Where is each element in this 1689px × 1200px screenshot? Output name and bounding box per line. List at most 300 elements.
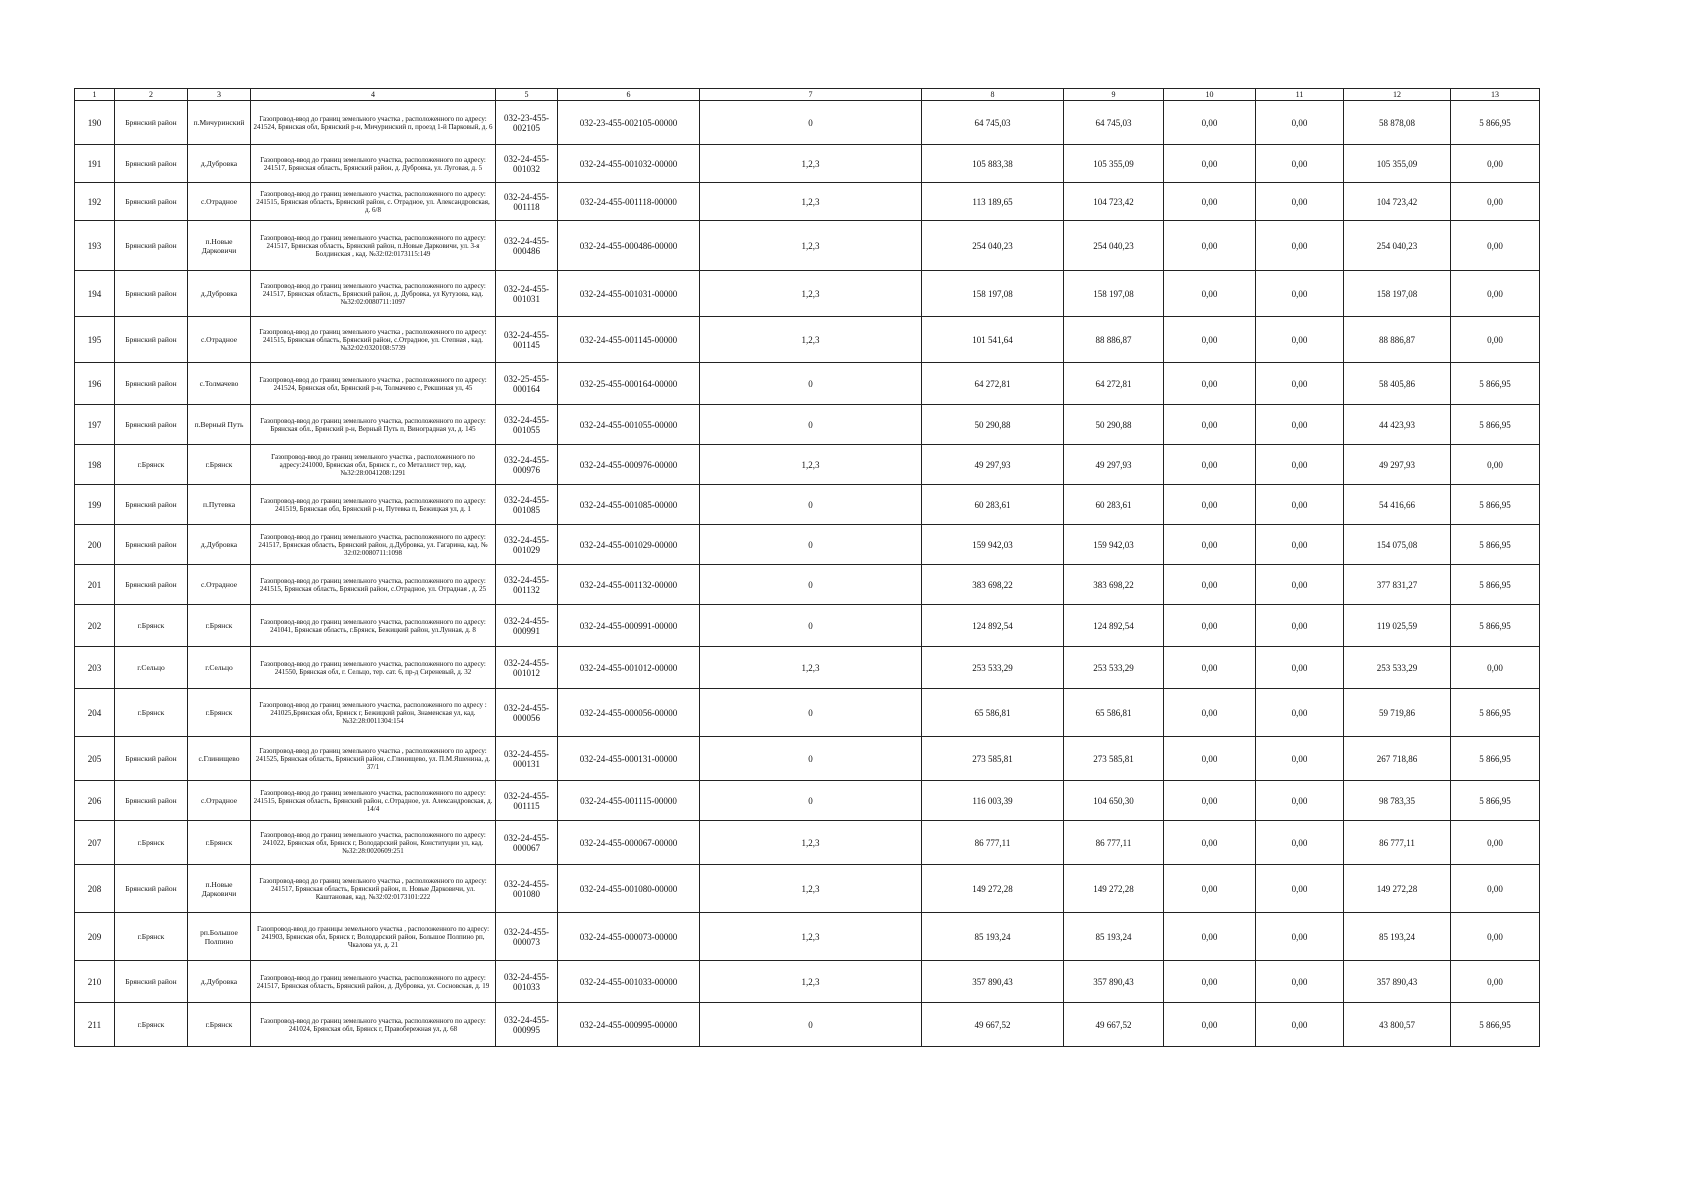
cell-inventory-number: 032-24-455-001012-00000	[558, 647, 700, 689]
cell-settlement: с.Отрадное	[188, 183, 251, 221]
cell-value-current: 104 723,42	[1064, 183, 1164, 221]
cell-inventory-number: 032-24-455-001115-00000	[558, 781, 700, 821]
cell-object-description: Газопровод-ввод до границ земельного участка, расположенного по адресу: 241041, Брянская область, г.Брянск, Бежицкий район, ул.Лунная, д. 8	[251, 605, 496, 647]
cell-value-current: 65 586,81	[1064, 689, 1164, 737]
cell-value-current: 50 290,88	[1064, 405, 1164, 445]
table-row	[75, 485, 1540, 525]
cell-row-number: 192	[75, 183, 115, 221]
cell-settlement: г.Брянск	[188, 605, 251, 647]
cell-value-current: 149 272,28	[1064, 865, 1164, 913]
cell-value-col13: 5 866,95	[1451, 525, 1540, 565]
cell-row-number: 198	[75, 445, 115, 485]
cell-value-initial: 86 777,11	[922, 821, 1064, 865]
cell-value-col10: 0,00	[1164, 781, 1256, 821]
cell-object-description: Газопровод-ввод до границ земельного участка, расположенного по адресу: 241515, Брянская область, Брянский район, с.Отрадное, ул. Александровская, д. 14/4	[251, 781, 496, 821]
cell-object-description: Газопровод-ввод до границ земельного участка, расположенного по адресу: 241515, Брянская область, Брянский район, с.Отрадное, ул. Отрадная , д. 25	[251, 565, 496, 605]
cell-value-col10: 0,00	[1164, 565, 1256, 605]
cell-district: г.Брянск	[115, 445, 188, 485]
cell-value-col13: 5 866,95	[1451, 363, 1540, 405]
column-header-4: 4	[251, 89, 496, 101]
cell-row-number: 190	[75, 101, 115, 145]
cell-district: Брянский район	[115, 961, 188, 1003]
cell-object-description: Газопровод-ввод до границ земельного участка , расположенного по адресу:241000, Брянская обл, Брянск г., со Металлист тер, кад. №32:28:0041208:1291	[251, 445, 496, 485]
cell-inventory-number: 032-24-455-000131-00000	[558, 737, 700, 781]
cell-inventory-number: 032-24-455-000073-00000	[558, 913, 700, 961]
column-header-9: 9	[1064, 89, 1164, 101]
cell-value-current: 273 585,81	[1064, 737, 1164, 781]
cell-value-col11: 0,00	[1256, 605, 1344, 647]
column-header-10: 10	[1164, 89, 1256, 101]
column-header-5: 5	[496, 89, 558, 101]
cell-inventory-number: 032-24-455-001132-00000	[558, 565, 700, 605]
cell-object-description: Газопровод-ввод до границ земельного участка , расположенного по адресу: 241524, Брянская обл, Брянский р-н, Мичуринский п, проезд 1-й Парковый, д. 6	[251, 101, 496, 145]
cell-object-code: 032-24-455-001145	[496, 317, 558, 363]
table-row	[75, 145, 1540, 183]
cell-code-list: 1,2,3	[700, 271, 922, 317]
cell-value-col13: 5 866,95	[1451, 485, 1540, 525]
cell-value-col11: 0,00	[1256, 781, 1344, 821]
cell-value-current: 254 040,23	[1064, 221, 1164, 271]
cell-inventory-number: 032-24-455-001032-00000	[558, 145, 700, 183]
cell-object-description: Газопровод-ввод до границ земельного участка , расположенного по адресу: 241517, Брянская область, Брянский район, п. Новые Дарковичи, ул. Каштановая, кад. №32:02:0173101:222	[251, 865, 496, 913]
cell-district: Брянский район	[115, 101, 188, 145]
cell-inventory-number: 032-24-455-001118-00000	[558, 183, 700, 221]
cell-value-current: 104 650,30	[1064, 781, 1164, 821]
cell-settlement: д.Дубровка	[188, 145, 251, 183]
cell-value-col13: 5 866,95	[1451, 605, 1540, 647]
cell-value-col10: 0,00	[1164, 525, 1256, 565]
table-row	[75, 101, 1540, 145]
cell-row-number: 194	[75, 271, 115, 317]
cell-value-current: 49 667,52	[1064, 1003, 1164, 1047]
cell-object-code: 032-24-455-001029	[496, 525, 558, 565]
cell-object-code: 032-24-455-001055	[496, 405, 558, 445]
column-header-1: 1	[75, 89, 115, 101]
cell-object-description: Газопровод-ввод до границ земельного участка, расположенного по адресу : 241025,Брянская обл, Брянск г, Бежицкий район, Знаменская ул, кад. №32:28:0011304:154	[251, 689, 496, 737]
cell-value-col11: 0,00	[1256, 363, 1344, 405]
cell-value-initial: 383 698,22	[922, 565, 1064, 605]
cell-value-col11: 0,00	[1256, 101, 1344, 145]
cell-value-col12: 149 272,28	[1344, 865, 1451, 913]
cell-value-col13: 0,00	[1451, 961, 1540, 1003]
cell-district: г.Брянск	[115, 821, 188, 865]
cell-value-col13: 0,00	[1451, 647, 1540, 689]
cell-value-current: 64 272,81	[1064, 363, 1164, 405]
cell-value-initial: 254 040,23	[922, 221, 1064, 271]
cell-district: Брянский район	[115, 317, 188, 363]
cell-value-current: 383 698,22	[1064, 565, 1164, 605]
cell-value-col11: 0,00	[1256, 317, 1344, 363]
table-row	[75, 525, 1540, 565]
cell-row-number: 199	[75, 485, 115, 525]
cell-value-initial: 357 890,43	[922, 961, 1064, 1003]
table-header-row	[75, 89, 1540, 101]
cell-value-initial: 158 197,08	[922, 271, 1064, 317]
cell-value-col12: 44 423,93	[1344, 405, 1451, 445]
cell-row-number: 201	[75, 565, 115, 605]
data-table	[74, 88, 1540, 1047]
cell-value-initial: 49 297,93	[922, 445, 1064, 485]
cell-row-number: 207	[75, 821, 115, 865]
cell-object-description: Газопровод-ввод до границ земельного участка , расположенного по адресу: 241524, Брянская обл, Брянский р-н, Толмачево с, Рекшиная ул, 45	[251, 363, 496, 405]
cell-settlement: г.Брянск	[188, 821, 251, 865]
cell-district: г.Брянск	[115, 605, 188, 647]
cell-value-col10: 0,00	[1164, 445, 1256, 485]
cell-value-initial: 105 883,38	[922, 145, 1064, 183]
cell-object-code: 032-24-455-001080	[496, 865, 558, 913]
cell-code-list: 0	[700, 605, 922, 647]
cell-object-code: 032-24-455-001085	[496, 485, 558, 525]
cell-settlement: с.Отрадное	[188, 565, 251, 605]
cell-value-col13: 0,00	[1451, 183, 1540, 221]
cell-object-code: 032-24-455-000131	[496, 737, 558, 781]
cell-value-col12: 98 783,35	[1344, 781, 1451, 821]
cell-value-col10: 0,00	[1164, 689, 1256, 737]
cell-value-initial: 113 189,65	[922, 183, 1064, 221]
cell-value-col12: 58 405,86	[1344, 363, 1451, 405]
cell-value-col13: 0,00	[1451, 865, 1540, 913]
cell-code-list: 0	[700, 485, 922, 525]
cell-value-current: 124 892,54	[1064, 605, 1164, 647]
table-row	[75, 183, 1540, 221]
cell-value-col11: 0,00	[1256, 961, 1344, 1003]
column-header-6: 6	[558, 89, 700, 101]
cell-value-col10: 0,00	[1164, 821, 1256, 865]
table-row	[75, 605, 1540, 647]
cell-inventory-number: 032-24-455-000995-00000	[558, 1003, 700, 1047]
cell-value-col13: 0,00	[1451, 145, 1540, 183]
cell-district: Брянский район	[115, 865, 188, 913]
cell-district: г.Брянск	[115, 689, 188, 737]
cell-value-col10: 0,00	[1164, 913, 1256, 961]
cell-value-col12: 59 719,86	[1344, 689, 1451, 737]
cell-settlement: с.Глинищево	[188, 737, 251, 781]
cell-district: Брянский район	[115, 565, 188, 605]
table-row	[75, 961, 1540, 1003]
cell-settlement: г.Брянск	[188, 1003, 251, 1047]
cell-code-list: 0	[700, 101, 922, 145]
cell-inventory-number: 032-24-455-000991-00000	[558, 605, 700, 647]
cell-row-number: 193	[75, 221, 115, 271]
table-row	[75, 689, 1540, 737]
cell-district: г.Сельцо	[115, 647, 188, 689]
cell-value-col13: 0,00	[1451, 913, 1540, 961]
cell-value-col11: 0,00	[1256, 221, 1344, 271]
cell-value-current: 357 890,43	[1064, 961, 1164, 1003]
cell-value-col12: 58 878,08	[1344, 101, 1451, 145]
cell-district: Брянский район	[115, 525, 188, 565]
cell-value-col13: 5 866,95	[1451, 101, 1540, 145]
cell-value-col10: 0,00	[1164, 145, 1256, 183]
cell-value-col11: 0,00	[1256, 565, 1344, 605]
cell-district: Брянский район	[115, 485, 188, 525]
cell-value-initial: 116 003,39	[922, 781, 1064, 821]
cell-value-col12: 158 197,08	[1344, 271, 1451, 317]
cell-row-number: 206	[75, 781, 115, 821]
cell-code-list: 0	[700, 781, 922, 821]
cell-code-list: 1,2,3	[700, 913, 922, 961]
cell-value-initial: 85 193,24	[922, 913, 1064, 961]
cell-value-col13: 5 866,95	[1451, 689, 1540, 737]
cell-value-col10: 0,00	[1164, 363, 1256, 405]
cell-row-number: 191	[75, 145, 115, 183]
table-row	[75, 221, 1540, 271]
cell-value-col12: 85 193,24	[1344, 913, 1451, 961]
cell-value-current: 60 283,61	[1064, 485, 1164, 525]
cell-district: Брянский район	[115, 405, 188, 445]
cell-value-col12: 54 416,66	[1344, 485, 1451, 525]
cell-row-number: 211	[75, 1003, 115, 1047]
cell-value-col11: 0,00	[1256, 405, 1344, 445]
cell-object-description: Газопровод-ввод до границ земельного участка, расположенного по адресу: 241517, Брянская область, Брянский район, д. Дубровка, ул. Луговая, д. 5	[251, 145, 496, 183]
cell-value-current: 159 942,03	[1064, 525, 1164, 565]
cell-object-code: 032-24-455-001033	[496, 961, 558, 1003]
cell-object-code: 032-24-455-001032	[496, 145, 558, 183]
cell-inventory-number: 032-24-455-001080-00000	[558, 865, 700, 913]
cell-value-col13: 5 866,95	[1451, 737, 1540, 781]
cell-value-col11: 0,00	[1256, 865, 1344, 913]
cell-object-code: 032-24-455-001012	[496, 647, 558, 689]
cell-value-col12: 88 886,87	[1344, 317, 1451, 363]
cell-value-initial: 49 667,52	[922, 1003, 1064, 1047]
cell-row-number: 200	[75, 525, 115, 565]
cell-value-col11: 0,00	[1256, 647, 1344, 689]
cell-object-description: Газопровод-ввод до границы земельного участка , расположенного по адресу: 241903, Брянская обл, Брянск г, Володарский район, Большое Полпино рп, Чкалова ул, д. 21	[251, 913, 496, 961]
cell-inventory-number: 032-24-455-000067-00000	[558, 821, 700, 865]
cell-row-number: 210	[75, 961, 115, 1003]
cell-code-list: 0	[700, 737, 922, 781]
cell-value-initial: 101 541,64	[922, 317, 1064, 363]
cell-value-col13: 0,00	[1451, 821, 1540, 865]
cell-value-col12: 104 723,42	[1344, 183, 1451, 221]
cell-value-col11: 0,00	[1256, 525, 1344, 565]
cell-object-code: 032-24-455-000073	[496, 913, 558, 961]
cell-value-col12: 119 025,59	[1344, 605, 1451, 647]
cell-value-initial: 64 272,81	[922, 363, 1064, 405]
cell-code-list: 1,2,3	[700, 865, 922, 913]
cell-value-initial: 60 283,61	[922, 485, 1064, 525]
cell-code-list: 1,2,3	[700, 183, 922, 221]
cell-value-col12: 154 075,08	[1344, 525, 1451, 565]
cell-district: Брянский район	[115, 145, 188, 183]
cell-object-description: Газопровод-ввод до границ земельного участка, расположенного по адресу: Брянская обл., Брянский р-н, Верный Путь п, Виноградная ул, д. 145	[251, 405, 496, 445]
cell-value-initial: 64 745,03	[922, 101, 1064, 145]
cell-object-code: 032-24-455-000995	[496, 1003, 558, 1047]
cell-value-initial: 50 290,88	[922, 405, 1064, 445]
cell-value-col13: 5 866,95	[1451, 781, 1540, 821]
cell-value-col11: 0,00	[1256, 183, 1344, 221]
cell-value-initial: 273 585,81	[922, 737, 1064, 781]
cell-row-number: 209	[75, 913, 115, 961]
cell-object-code: 032-24-455-000976	[496, 445, 558, 485]
column-header-12: 12	[1344, 89, 1451, 101]
cell-value-col12: 43 800,57	[1344, 1003, 1451, 1047]
cell-value-current: 158 197,08	[1064, 271, 1164, 317]
cell-code-list: 0	[700, 525, 922, 565]
cell-value-col13: 0,00	[1451, 221, 1540, 271]
cell-district: Брянский район	[115, 183, 188, 221]
cell-inventory-number: 032-24-455-001085-00000	[558, 485, 700, 525]
cell-value-col11: 0,00	[1256, 913, 1344, 961]
cell-row-number: 204	[75, 689, 115, 737]
cell-code-list: 1,2,3	[700, 317, 922, 363]
table-row	[75, 913, 1540, 961]
cell-row-number: 195	[75, 317, 115, 363]
cell-value-col12: 377 831,27	[1344, 565, 1451, 605]
table-row	[75, 317, 1540, 363]
cell-settlement: п.Мичуринский	[188, 101, 251, 145]
cell-value-current: 253 533,29	[1064, 647, 1164, 689]
cell-object-code: 032-24-455-001115	[496, 781, 558, 821]
cell-district: Брянский район	[115, 221, 188, 271]
cell-settlement: п.Новые Дарковичи	[188, 865, 251, 913]
cell-value-col13: 5 866,95	[1451, 565, 1540, 605]
cell-inventory-number: 032-24-455-001055-00000	[558, 405, 700, 445]
column-header-13: 13	[1451, 89, 1540, 101]
cell-inventory-number: 032-24-455-000486-00000	[558, 221, 700, 271]
cell-settlement: д.Дубровка	[188, 271, 251, 317]
cell-value-initial: 149 272,28	[922, 865, 1064, 913]
cell-settlement: п.Путевка	[188, 485, 251, 525]
cell-value-col12: 49 297,93	[1344, 445, 1451, 485]
cell-value-col10: 0,00	[1164, 1003, 1256, 1047]
cell-settlement: г.Брянск	[188, 689, 251, 737]
cell-district: г.Брянск	[115, 913, 188, 961]
cell-district: Брянский район	[115, 271, 188, 317]
cell-object-code: 032-24-455-001132	[496, 565, 558, 605]
cell-object-description: Газопровод-ввод до границ земельного участка, расположенного по адресу: 241519, Брянская обл, Брянский р-н, Путевка п, Бежицкая ул, д. 1	[251, 485, 496, 525]
cell-inventory-number: 032-24-455-001033-00000	[558, 961, 700, 1003]
table-row	[75, 445, 1540, 485]
column-header-8: 8	[922, 89, 1064, 101]
cell-district: Брянский район	[115, 737, 188, 781]
cell-settlement: п.Верный Путь	[188, 405, 251, 445]
cell-code-list: 0	[700, 565, 922, 605]
cell-settlement: д.Дубровка	[188, 961, 251, 1003]
cell-row-number: 205	[75, 737, 115, 781]
cell-value-initial: 159 942,03	[922, 525, 1064, 565]
cell-value-current: 49 297,93	[1064, 445, 1164, 485]
table-row	[75, 737, 1540, 781]
cell-value-col12: 86 777,11	[1344, 821, 1451, 865]
cell-value-col13: 5 866,95	[1451, 405, 1540, 445]
cell-value-initial: 65 586,81	[922, 689, 1064, 737]
cell-row-number: 196	[75, 363, 115, 405]
cell-settlement: д.Дубровка	[188, 525, 251, 565]
cell-value-current: 105 355,09	[1064, 145, 1164, 183]
cell-value-col10: 0,00	[1164, 605, 1256, 647]
cell-district: г.Брянск	[115, 1003, 188, 1047]
cell-value-col12: 267 718,86	[1344, 737, 1451, 781]
cell-object-description: Газопровод-ввод до границ земельного участка, расположенного по адресу: 241024, Брянская обл, Брянск г, Правобережная ул, д. 68	[251, 1003, 496, 1047]
cell-value-col10: 0,00	[1164, 647, 1256, 689]
column-header-7: 7	[700, 89, 922, 101]
cell-value-col13: 0,00	[1451, 271, 1540, 317]
cell-row-number: 202	[75, 605, 115, 647]
cell-value-current: 64 745,03	[1064, 101, 1164, 145]
table-row	[75, 1003, 1540, 1047]
cell-inventory-number: 032-24-455-001031-00000	[558, 271, 700, 317]
cell-code-list: 1,2,3	[700, 445, 922, 485]
cell-value-col12: 254 040,23	[1344, 221, 1451, 271]
cell-code-list: 0	[700, 1003, 922, 1047]
cell-value-col10: 0,00	[1164, 271, 1256, 317]
cell-value-col10: 0,00	[1164, 221, 1256, 271]
cell-code-list: 0	[700, 689, 922, 737]
cell-inventory-number: 032-23-455-002105-00000	[558, 101, 700, 145]
cell-value-col11: 0,00	[1256, 145, 1344, 183]
column-header-2: 2	[115, 89, 188, 101]
cell-settlement: рп.Большое Полпино	[188, 913, 251, 961]
cell-settlement: с.Отрадное	[188, 317, 251, 363]
cell-row-number: 203	[75, 647, 115, 689]
cell-object-code: 032-23-455-002105	[496, 101, 558, 145]
cell-object-code: 032-24-455-001118	[496, 183, 558, 221]
cell-inventory-number: 032-24-455-001029-00000	[558, 525, 700, 565]
cell-value-initial: 253 533,29	[922, 647, 1064, 689]
cell-inventory-number: 032-25-455-000164-00000	[558, 363, 700, 405]
cell-district: Брянский район	[115, 781, 188, 821]
cell-code-list: 0	[700, 405, 922, 445]
cell-value-col11: 0,00	[1256, 271, 1344, 317]
table-row	[75, 647, 1540, 689]
cell-value-col11: 0,00	[1256, 737, 1344, 781]
cell-object-description: Газопровод-ввод до границ земельного участка , расположенного по адресу: 241525, Брянская область, Брянский район, с.Глинищево, ул. П.М.Яшенина, д. 37/1	[251, 737, 496, 781]
cell-object-description: Газопровод-ввод до границ земельного участка , расположенного по адресу: 241515, Брянская область, Брянский район, с.Отрадное, ул. Степная , кад. №32:02:0320108:5739	[251, 317, 496, 363]
table-row	[75, 565, 1540, 605]
cell-value-col10: 0,00	[1164, 485, 1256, 525]
cell-object-description: Газопровод-ввод до границ земельного участка, расположенного по адресу: 241517, Брянская область, Брянский район, д.Дубровка, ул. Гагарина, кад. № 32:02:0080711:1098	[251, 525, 496, 565]
cell-object-description: Газопровод-ввод до границ земельного участка, расположенного по адресу: 241517, Брянская область, Брянский район, д. Дубровка, ул Кутузова, кад. №32:02:0080711:1097	[251, 271, 496, 317]
cell-value-col13: 5 866,95	[1451, 1003, 1540, 1047]
table-row	[75, 865, 1540, 913]
column-header-3: 3	[188, 89, 251, 101]
cell-value-col12: 105 355,09	[1344, 145, 1451, 183]
cell-value-current: 86 777,11	[1064, 821, 1164, 865]
cell-value-current: 85 193,24	[1064, 913, 1164, 961]
column-header-11: 11	[1256, 89, 1344, 101]
cell-value-col13: 0,00	[1451, 317, 1540, 363]
cell-row-number: 208	[75, 865, 115, 913]
cell-row-number: 197	[75, 405, 115, 445]
cell-object-code: 032-24-455-000486	[496, 221, 558, 271]
cell-object-code: 032-24-455-000991	[496, 605, 558, 647]
cell-district: Брянский район	[115, 363, 188, 405]
cell-settlement: г.Брянск	[188, 445, 251, 485]
cell-value-col11: 0,00	[1256, 1003, 1344, 1047]
cell-inventory-number: 032-24-455-001145-00000	[558, 317, 700, 363]
cell-code-list: 0	[700, 363, 922, 405]
cell-value-initial: 124 892,54	[922, 605, 1064, 647]
cell-value-col10: 0,00	[1164, 317, 1256, 363]
cell-object-description: Газопровод-ввод до границ земельного участка, расположенного по адресу: 241022, Брянская обл, Брянск г, Володарский район, Конституции ул, кад. №32:28:0020609:251	[251, 821, 496, 865]
cell-value-col10: 0,00	[1164, 101, 1256, 145]
cell-settlement: с.Отрадное	[188, 781, 251, 821]
cell-value-col11: 0,00	[1256, 445, 1344, 485]
cell-settlement: п.Новые Дарковичи	[188, 221, 251, 271]
cell-value-col12: 253 533,29	[1344, 647, 1451, 689]
cell-code-list: 1,2,3	[700, 221, 922, 271]
cell-code-list: 1,2,3	[700, 647, 922, 689]
cell-inventory-number: 032-24-455-000976-00000	[558, 445, 700, 485]
cell-code-list: 1,2,3	[700, 961, 922, 1003]
cell-value-col11: 0,00	[1256, 821, 1344, 865]
cell-value-current: 88 886,87	[1064, 317, 1164, 363]
cell-value-col12: 357 890,43	[1344, 961, 1451, 1003]
table-row	[75, 781, 1540, 821]
cell-object-code: 032-25-455-000164	[496, 363, 558, 405]
cell-value-col11: 0,00	[1256, 689, 1344, 737]
